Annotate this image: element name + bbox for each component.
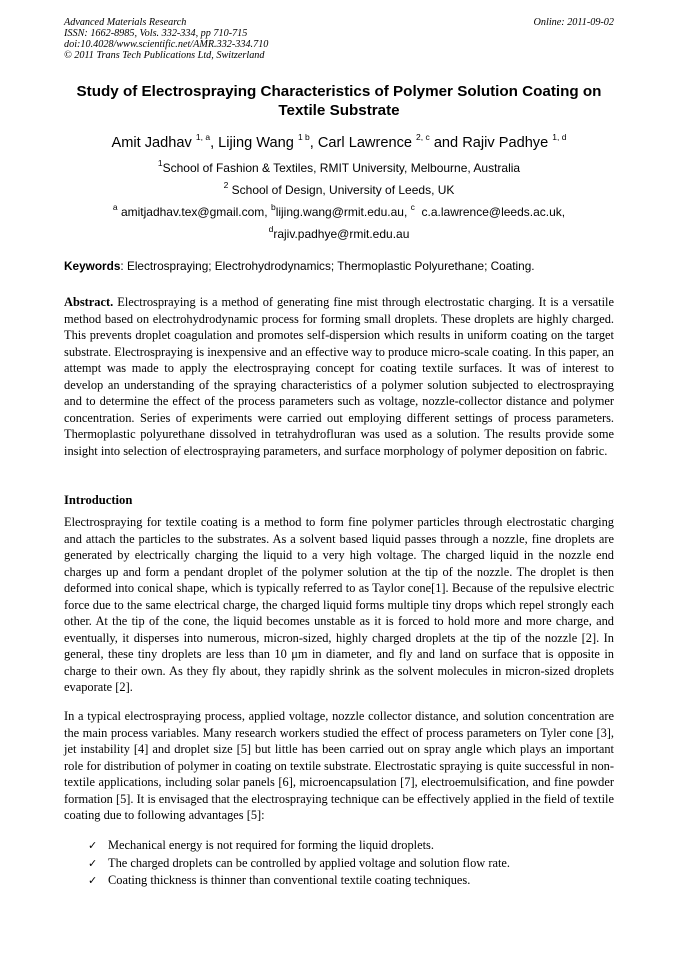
email-mark: b bbox=[270, 202, 276, 212]
section-heading: Introduction bbox=[64, 493, 133, 507]
email-address[interactable]: rajiv.padhye@rmit.edu.au bbox=[273, 227, 410, 241]
copyright-line: © 2011 Trans Tech Publications Ltd, Switzerland bbox=[64, 50, 265, 61]
keywords-label: Keywords bbox=[64, 259, 121, 273]
author-name: Carl Lawrence bbox=[317, 134, 412, 151]
email-mark: c bbox=[410, 202, 415, 212]
email-list: $^a$ amitjadhav.tex@gmail.com, $^b$lijing.wang@rmit.edu.au, $^c$ c.a.lawrence@leeds.ac.uk, bbox=[112, 202, 566, 219]
author-name: Lijing Wang bbox=[218, 134, 294, 151]
email-address[interactable]: c.a.lawrence@leeds.ac.uk bbox=[421, 205, 562, 219]
email-list bbox=[40, 223, 638, 242]
affiliation-mark: 1 bbox=[157, 158, 163, 168]
author-affiliation-mark: 1, d bbox=[552, 132, 567, 142]
abstract-label: Abstract. bbox=[64, 295, 114, 309]
author-affiliation-mark: 1, a bbox=[195, 132, 211, 142]
online-date: Online: 2011-09-02 bbox=[533, 17, 614, 28]
checkmark-icon: ✓ bbox=[88, 856, 98, 870]
email-mark: d bbox=[268, 224, 274, 234]
keywords bbox=[64, 259, 620, 274]
checkmark-icon: ✓ bbox=[88, 839, 98, 852]
abstract-text: Electrospraying is a method of generating fine mist through electrostatic charging. It is a versatile method based on electrohydrodynamic process for forming small droplets. These droplets are highly charged. This prevents droplet coagulation and promotes self-dispersion which results in uniform coating on the target substrate. Electrospraying is inexpensive and an effective way to produce micro-scale coating. In this paper, an attempt was made to apply the electrospraying concept for coating textile surfaces. It was of interest to develop an understanding of the spraying characteristics of a polymer solution subjected to electrospraying and to determine the effect of the process parameters such as voltage, nozzle-collector distance and polymer concentration. Series of experiments were carried out employing different settings of process parameters. Thermoplastic polyurethane dissolved in tetrahydrofluran was used as a solution. The results provide some insight into selection of electrospraying parameters, and surface morphology of polymer deposition on fabric. bbox=[64, 295, 615, 458]
checkmark-icon: ✓ bbox=[88, 874, 98, 887]
list-item-text: Mechanical energy is not required for forming the liquid droplets. bbox=[108, 838, 434, 852]
advantages-list bbox=[88, 837, 614, 890]
email-mark: a bbox=[112, 202, 118, 212]
author-name: Rajiv Padhye bbox=[462, 134, 549, 151]
paragraph: In a typical electrospraying process, applied voltage, nozzle collector distance, and solution concentration are the main process variables. Many research workers studied the effect of process parameters on Tyler cone [3], jet instability [4] and droplet size [5] but little has been carried out on spray angle which plays an important role for distribution of polymer in coating on textile substrate. Electrostatic spraying is quite successful in non-textile applications, including solar panels [6], microencapsulation [7], electroemulsification, and fine powder formation [5]. It is envisaged that the electrospraying technique can be effectively applied in the field of textile coating due to following advantages [5]: bbox=[64, 709, 614, 822]
affiliation-text: School of Design, University of Leeds, UK bbox=[231, 183, 455, 197]
abstract bbox=[64, 294, 614, 459]
paper-title: Study of Electrospraying Characteristics of Polymer Solution Coating on Textile Substrate bbox=[76, 83, 602, 119]
list-item bbox=[88, 837, 614, 855]
list-item-text: The charged droplets can be controlled by applied voltage and solution flow rate. bbox=[108, 855, 510, 870]
journal-name: Advanced Materials Research bbox=[64, 17, 187, 28]
author-affiliation-mark: 1 b bbox=[297, 132, 310, 142]
email-address[interactable]: lijing.wang@rmit.edu.au bbox=[275, 205, 404, 219]
issn-line: ISSN: 1662-8985, Vols. 332-334, pp 710-715 bbox=[64, 28, 248, 39]
list-item-text: Coating thickness is thinner than conventional textile coating techniques. bbox=[108, 873, 471, 887]
doi-line: doi:10.4028/www.scientific.net/AMR.332-334.710 bbox=[64, 39, 269, 50]
paragraph: Electrospraying for textile coating is a method to form fine polymer particles through electrostatic charging and attach the particles to the substrates. As a solvent based liquid passes through a nozzle, fine droplets are generated by electrically charging the liquid to a very high voltage. The charged liquid in the nozzle end charges up and form a pendant droplet of the polymer solution at the tip of the nozzle. The droplet is then deformed into conical shape, which is typically referred to as Taylor cone[1]. Because of the repulsive electric force due to the same electrical charge, the charged liquid forms multiple tiny drops which repel strongly each other. At the tip of the cone, the liquid becomes unstable as it is forced to hold more and more charge, and eventually, it disperses into numerous, micron-sized, highly charged droplets at the tip of the nozzle [2]. In general, these tiny droplets are less than 10 μm in diameter, and fly and land on surface that is opposite in charge to their own. As they fly about, they rapidly shrink as the solvent molecules in micron-sized droplets evaporate [2]. bbox=[64, 515, 614, 694]
list-item bbox=[88, 872, 614, 890]
author-affiliation-mark: 2, c bbox=[416, 132, 430, 142]
affiliation bbox=[40, 179, 638, 198]
affiliation-mark: 2 bbox=[223, 180, 229, 190]
list-item bbox=[88, 855, 614, 873]
keywords-text: : Electrospraying; Electrohydrodynamics; Thermoplastic Polyurethane; Coating. bbox=[120, 259, 535, 273]
author-conjunction: and bbox=[433, 134, 459, 151]
author-list: Amit Jadhav $^{1, a}$, Lijing Wang $^{1 b}$, Carl Lawrence $^{2, c}$ and Rajiv Padhye $^{1, d}$ bbox=[111, 132, 567, 151]
affiliation-text: School of Fashion & Textiles, RMIT University, Melbourne, Australia bbox=[162, 161, 521, 175]
author-name: Amit Jadhav bbox=[111, 134, 192, 151]
affiliation bbox=[40, 157, 638, 176]
email-address[interactable]: amitjadhav.tex@gmail.com bbox=[120, 205, 265, 219]
journal-header bbox=[64, 17, 268, 61]
